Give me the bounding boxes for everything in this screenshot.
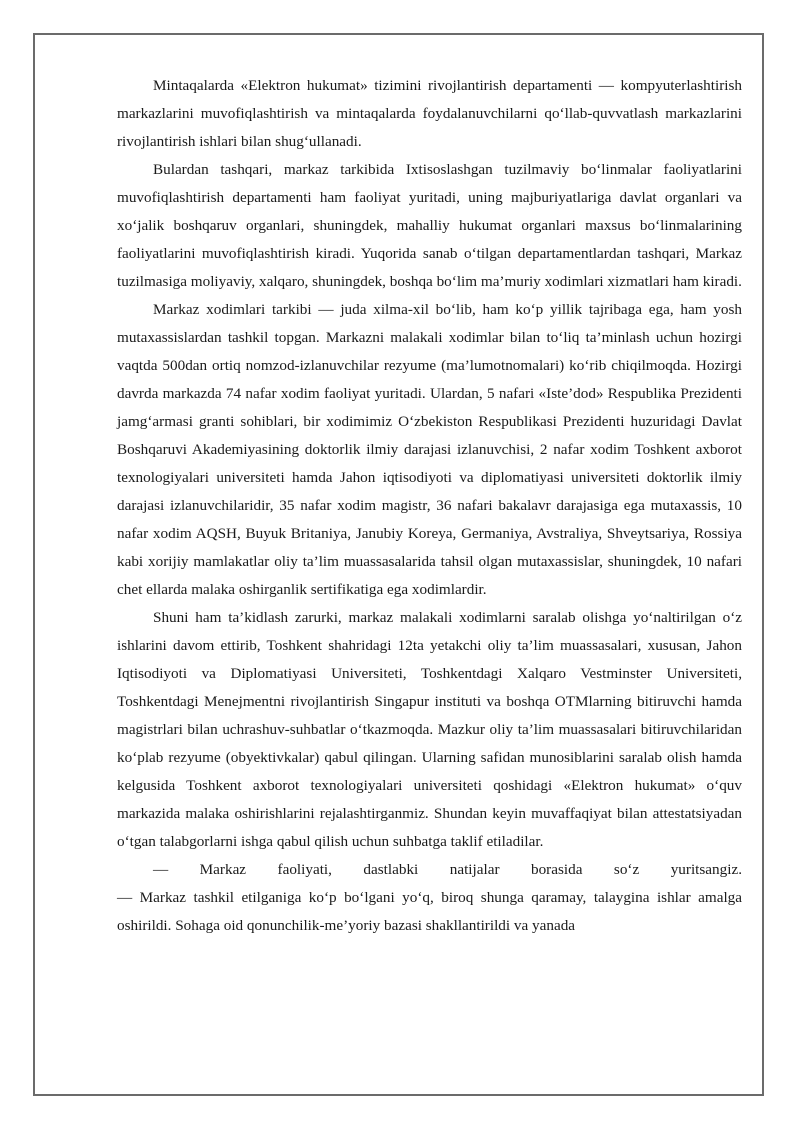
document-body [117,72,742,940]
paragraph-staff-composition: Markaz xodimlari tarkibi — juda xilma-xil bo‘lib, ham ko‘p yillik tajribaga ega, ham yosh mutaxassislardan tashkil topgan. Markazni malakali xodimlar bilan to‘liq ta’minlash uchun hozirgi vaqtda 500dan ortiq nomzod-izlanuvchilar rezyume (ma’lumotnomalari) ko‘rib chiqilmoqda. Hozirgi davrda markazda 74 nafar xodim faoliyat yuritadi. Ulardan, 5 nafari «Iste’dod» Respublika Prezidenti jamg‘armasi granti sohiblari, bir xodimimiz O‘zbekiston Respublikasi Prezidenti huzuridagi Davlat Boshqaruvi Akademiyasining doktorlik ilmiy darajasi izlanuvchisi, 2 nafar xodim Toshkent axborot texnologiyalari universiteti hamda Jahon iqtisodiyoti va diplomatiyasi universiteti doktorlik ilmiy darajasi izlanuvchilaridir, 35 nafar xodim magistr, 36 nafari bakalavr darajasiga ega mutaxassis, 10 nafar xodim AQSH, Buyuk Britaniya, Janubiy Koreya, Germaniya, Avstraliya, Shveytsariya, Rossiya kabi xorijiy mamlakatlar oliy ta’lim muassasalarida tahsil olgan mutaxassislar, shuningdek, 10 nafari chet ellarda malaka oshirganlik sertifikatiga ega xodimlardir. [117,301,742,598]
paragraph-interview-answer: — Markaz tashkil etilganiga ko‘p bo‘lgani yo‘q, biroq shunga qaramay, talaygina ishlar amalga oshirildi. Sohaga oid qonunchilik-me’yoriy bazasi shakllantirildi va yanada [117,889,742,934]
paragraph-interview-question: — Markaz faoliyati, dastlabki natijalar borasida so‘z yuritsangiz. [153,861,742,878]
paragraph-specialized-units-department: Bulardan tashqari, markaz tarkibida Ixtisoslashgan tuzilmaviy bo‘linmalar faoliyatlarini muvofiqlashtirish departamenti ham faoliyat yuritadi, uning majburiyatlariga davlat organlari va xo‘jalik boshqaruv organlari, shuningdek, mahalliy hukumat organlari maxsus bo‘linmalarining faoliyatlarini muvofiqlashtirish kiradi. Yuqorida sanab o‘tilgan departamentlardan tashqari, Markaz tuzilmasiga moliyaviy, xalqaro, shuningdek, boshqa bo‘lim ma’muriy xodimlari xizmatlari ham kiradi. [117,161,742,290]
paragraph-staff-recruitment: Shuni ham ta’kidlash zarurki, markaz malakali xodimlarni saralab olishga yo‘naltirilgan o‘z ishlarini davom ettirib, Toshkent shahridagi 12ta yetakchi oliy ta’lim muassasalari, xususan, Jahon Iqtisodiyoti va Diplomatiyasi Universiteti, Toshkentdagi Xalqaro Vestminster Universiteti, Toshkentdagi Menejmentni rivojlantirish Singapur instituti va boshqa OTMlarning bitiruvchi hamda magistrlari bilan uchrashuv-suhbatlar o‘tkazmoqda. Mazkur oliy ta’lim muassasalari bitiruvchilaridan ko‘plab rezyume (obyektivkalar) qabul qilingan. Ularning safidan munosiblarini saralab olish hamda kelgusida Toshkent axborot texnologiyalari universiteti qoshidagi «Elektron hukumat» o‘quv markazida malaka oshirishlarini rejalashtirganmiz. Shundan keyin muvaffaqiyat bilan attestatsiyadan o‘tgan talabgorlarni ishga qabul qilish uchun suhbatga taklif etiladilar. [117,609,742,850]
paragraph-regional-e-government-department: Mintaqalarda «Elektron hukumat» tizimini rivojlantirish departamenti — kompyuterlashtirish markazlarini muvofiqlashtirish va mintaqalarda foydalanuvchilarni qo‘llab-quvvatlash markazlarini rivojlantirish ishlari bilan shug‘ullanadi. [117,77,742,150]
